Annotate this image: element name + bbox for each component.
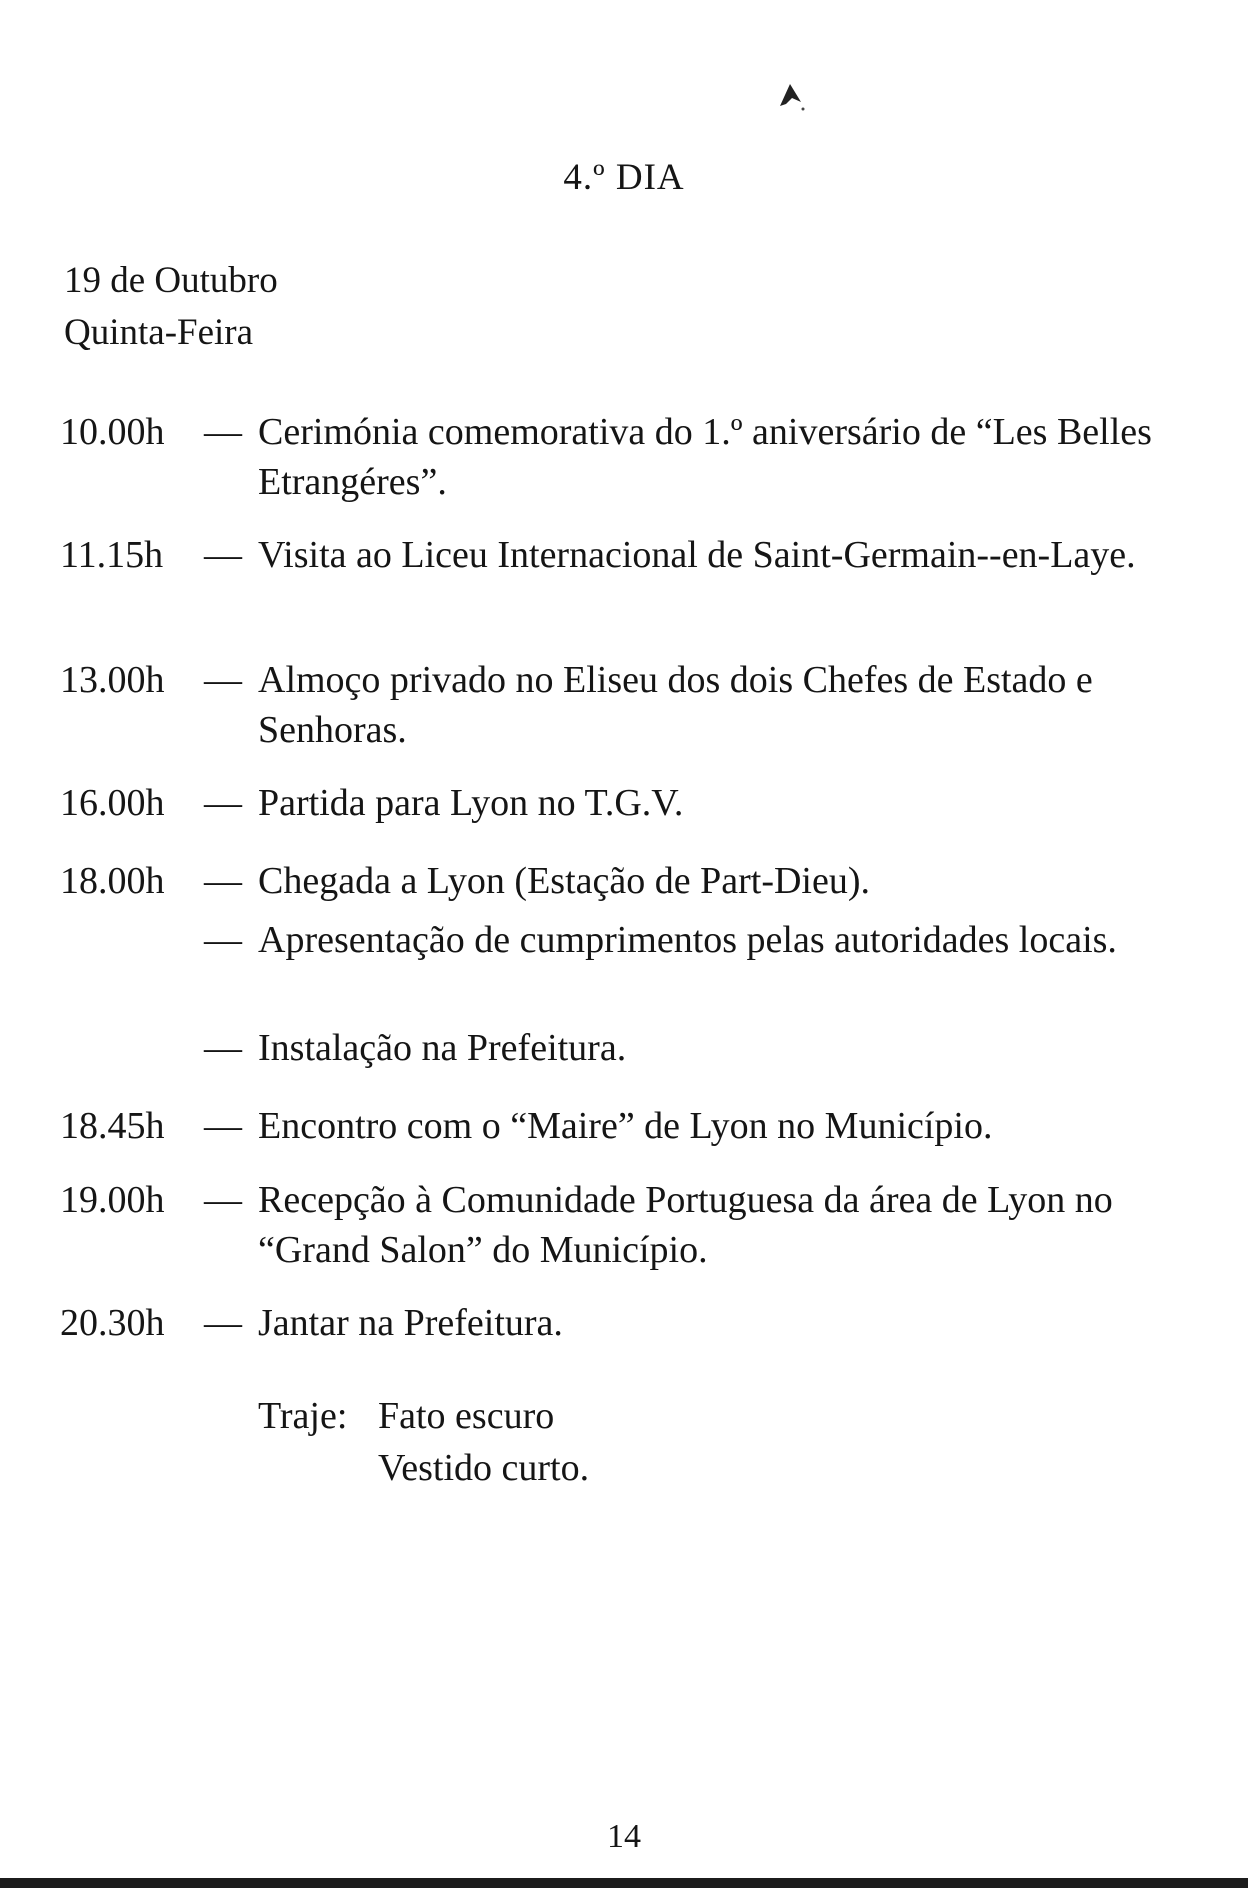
- schedule-dash: —: [204, 1105, 242, 1147]
- schedule-time: 10.00h: [60, 411, 165, 453]
- schedule-description: Cerimónia comemorativa do 1.º aniversário de “Les Belles Etrangéres”.: [258, 411, 1152, 503]
- schedule-dash: —: [204, 919, 242, 961]
- schedule-dash: —: [204, 411, 242, 453]
- schedule-dash: —: [204, 1027, 242, 1069]
- schedule-dash: —: [204, 659, 242, 701]
- schedule-description: Almoço privado no Eliseu dos dois Chefes de Estado e Senhoras.: [258, 659, 1093, 751]
- schedule-description: Partida para Lyon no T.G.V.: [258, 782, 684, 824]
- schedule-description: Chegada a Lyon (Estação de Part-Dieu).: [258, 860, 870, 902]
- bottom-rule: [0, 1878, 1248, 1888]
- schedule-description: Visita ao Liceu Internacional de Saint-Germain--en-Laye.: [258, 534, 1136, 576]
- schedule-description: Apresentação de cumprimentos pelas autoridades locais.: [258, 919, 1117, 961]
- weekday-line: Quinta-Feira: [64, 312, 254, 353]
- schedule-dash: —: [204, 782, 242, 824]
- dress-code-label: Traje:: [258, 1395, 348, 1437]
- schedule-description: Encontro com o “Maire” de Lyon no Município.: [258, 1105, 993, 1147]
- schedule-time: 19.00h: [60, 1179, 165, 1221]
- schedule-description: Recepção à Comunidade Portuguesa da área de Lyon no “Grand Salon” do Município.: [258, 1179, 1113, 1271]
- schedule-dash: —: [204, 534, 242, 576]
- schedule-dash: —: [204, 1302, 242, 1344]
- day-heading: 4.º DIA: [563, 157, 685, 198]
- schedule-description: Jantar na Prefeitura.: [258, 1302, 563, 1344]
- schedule-description: Instalação na Prefeitura.: [258, 1027, 627, 1069]
- schedule-dash: —: [204, 1179, 242, 1221]
- date-line: 19 de Outubro: [64, 260, 278, 301]
- schedule-dash: —: [204, 860, 242, 902]
- schedule-time: 18.00h: [60, 860, 165, 902]
- dress-code-item: Fato escuro: [378, 1395, 555, 1437]
- schedule-time: 18.45h: [60, 1105, 165, 1147]
- dress-code-item: Vestido curto.: [378, 1447, 590, 1489]
- schedule-time: 20.30h: [60, 1302, 165, 1344]
- page-number: 14: [607, 1818, 641, 1855]
- schedule-time: 16.00h: [60, 782, 165, 824]
- schedule-time: 11.15h: [60, 534, 164, 576]
- schedule-time: 13.00h: [60, 659, 165, 701]
